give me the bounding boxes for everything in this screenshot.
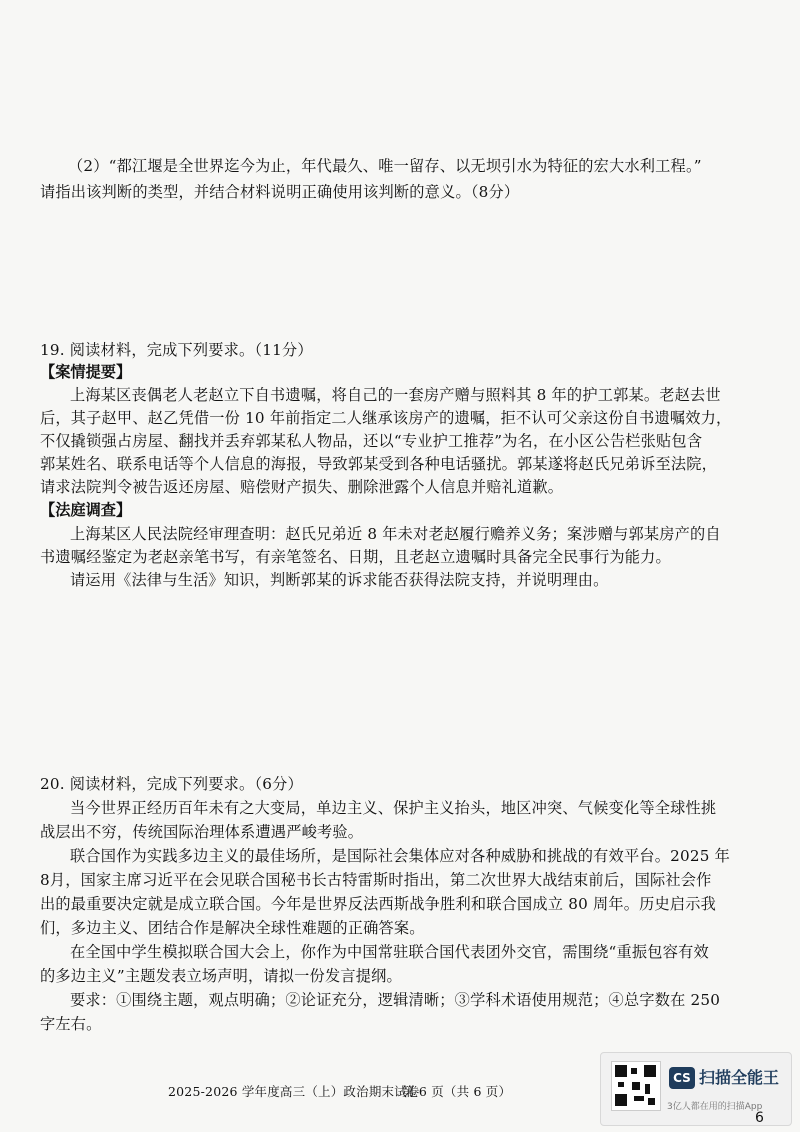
q19-court-line: 请运用《法律与生活》知识，判断郭某的诉求能否获得法院支持，并说明理由。 <box>70 571 609 589</box>
q19-title: 19. 阅读材料，完成下列要求。（11分） <box>40 341 313 359</box>
q20-line: 的多边主义”主题发表立场声明，请拟一份发言提纲。 <box>40 967 402 985</box>
q19-case-line: 请求法院判令被告返还房屋、赔偿财产损失、删除泄露个人信息并赔礼道歉。 <box>40 478 564 496</box>
camscanner-logo-icon: CS <box>669 1067 695 1089</box>
scanner-tagline: 3亿人都在用的扫描App <box>667 1102 763 1112</box>
q19-case-line: 郭某姓名、联系电话等个人信息的海报，导致郭某受到各种电话骚扰。郭某遂将赵氏兄弟诉至法院， <box>40 455 718 473</box>
q20-line: 当今世界正经历百年未有之大变局，单边主义、保护主义抬头，地区冲突、气候变化等全球性挑 <box>70 799 717 817</box>
q20-line: 出的最重要决定就是成立联合国。今年是世界反法西斯战争胜利和联合国成立 80 周年。历史启示我 <box>40 895 717 913</box>
q19-case-line: 后，其子赵甲、赵乙凭借一份 10 年前指定二人继承该房产的遗嘱，拒不认可父亲这份自书遗嘱效力， <box>40 409 732 427</box>
q19-court-heading: 【法庭调查】 <box>40 501 132 519</box>
q20-line: 联合国作为实践多边主义的最佳场所，是国际社会集体应对各种威胁和挑战的有效平台。2025 年 <box>70 847 730 865</box>
q19-case-line: 不仅撬锁强占房屋、翻找并丢弃郭某私人物品，还以“专业护工推荐”为名，在小区公告栏张贴包含 <box>40 432 703 450</box>
q20-line: 在全国中学生模拟联合国大会上，你作为中国常驻联合国代表团外交官，需围绕“重振包容有效 <box>70 943 709 961</box>
q18-part2-line2: 请指出该判断的类型，并结合材料说明正确使用该判断的意义。（8分） <box>40 183 520 201</box>
q18-part2-line1: （2）“都江堰是全世界迄今为止，年代最久、唯一留存、以无坝引水为特征的宏大水利工程。” <box>68 157 702 175</box>
qr-code-icon <box>611 1061 661 1111</box>
q19-case-line: 上海某区丧偶老人老赵立下自书遗嘱，将自己的一套房产赠与照料其 8 年的护工郭某。老赵去世 <box>70 386 721 404</box>
q20-line: 们，多边主义、团结合作是解决全球性难题的正确答案。 <box>40 919 425 937</box>
corner-page-number: 6 <box>755 1110 764 1126</box>
q20-line: 战层出不穷，传统国际治理体系遭遇严峻考验。 <box>40 823 364 841</box>
q19-court-line: 上海某区人民法院经审理查明：赵氏兄弟近 8 年未对老赵履行赡养义务；案涉赠与郭某房产的自 <box>70 525 721 543</box>
q19-court-line: 书遗嘱经鉴定为老赵亲笔书写，有亲笔签名、日期，且老赵立遗嘱时具备完全民事行为能力。 <box>40 548 671 566</box>
q20-requirements-end: 字左右。 <box>40 1015 102 1033</box>
footer-exam-title: 2025-2026 学年度高三（上）政治期末试卷 <box>168 1084 420 1099</box>
q20-line: 8月，国家主席习近平在会见联合国秘书长古特雷斯时指出，第二次世界大战结束前后，国际社会作 <box>40 871 712 889</box>
footer-page-info: 第 6 页（共 6 页） <box>402 1084 512 1099</box>
q20-requirements: 要求：①围绕主题，观点明确；②论证充分，逻辑清晰；③学科术语使用规范；④总字数在 250 <box>70 991 721 1009</box>
q19-case-heading: 【案情提要】 <box>40 363 132 381</box>
q20-title: 20. 阅读材料，完成下列要求。（6分） <box>40 775 303 793</box>
scanner-app-name: 扫描全能王 <box>699 1068 780 1087</box>
